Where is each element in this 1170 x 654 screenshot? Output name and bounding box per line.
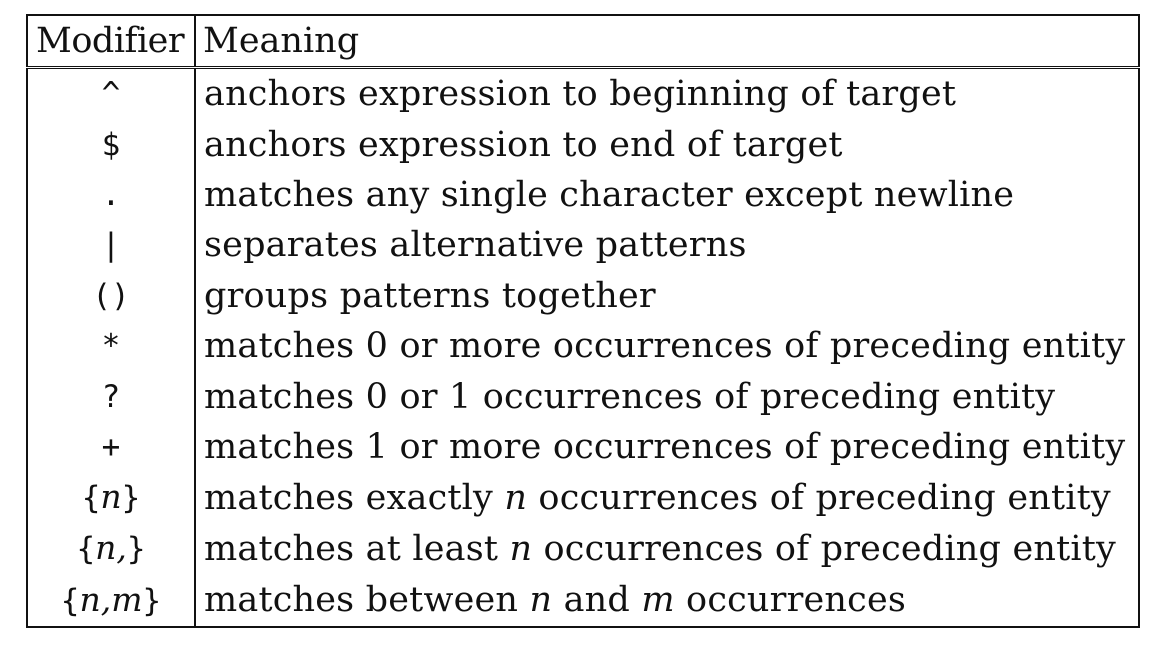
mod-text: | bbox=[101, 227, 121, 264]
meaning-cell bbox=[195, 321, 1139, 371]
meaning-text: anchors expression to end of target bbox=[204, 124, 843, 165]
meaning-text: matches 0 or more occurrences of preceding entity bbox=[204, 326, 1126, 367]
modifier-cell bbox=[27, 371, 195, 421]
table-row bbox=[27, 271, 1139, 321]
mod-text: } bbox=[121, 480, 141, 517]
mod-text: ? bbox=[101, 378, 121, 415]
meaning-cell bbox=[195, 574, 1139, 627]
table-row bbox=[27, 523, 1139, 574]
modifier-cell bbox=[27, 271, 195, 321]
table-row bbox=[27, 220, 1139, 270]
table-row bbox=[27, 321, 1139, 371]
mod-text: { bbox=[81, 480, 101, 517]
meaning-text: occurrences bbox=[674, 580, 907, 621]
meaning-cell bbox=[195, 271, 1139, 321]
table-row bbox=[27, 68, 1139, 120]
modifier-cell bbox=[27, 422, 195, 472]
meaning-text: separates alternative patterns bbox=[204, 225, 747, 266]
meaning-text: matches at least bbox=[204, 528, 510, 569]
meaning-text: matches exactly bbox=[204, 477, 505, 518]
mod-text: $ bbox=[101, 126, 121, 163]
meaning-text: matches any single character except newline bbox=[204, 174, 1015, 215]
modifier-cell bbox=[27, 321, 195, 371]
meaning-text: n bbox=[529, 580, 553, 621]
mod-text: n, bbox=[95, 528, 127, 568]
meaning-cell bbox=[195, 119, 1139, 169]
meaning-text: matches 0 or 1 occurrences of preceding entity bbox=[204, 376, 1056, 417]
table-row bbox=[27, 170, 1139, 220]
mod-text: + bbox=[101, 428, 121, 465]
table-row bbox=[27, 422, 1139, 472]
header-modifier: Modifier bbox=[27, 15, 195, 68]
mod-text: * bbox=[101, 328, 121, 365]
modifier-cell bbox=[27, 170, 195, 220]
meaning-text: n bbox=[509, 528, 533, 569]
table-header bbox=[27, 15, 1139, 68]
meaning-text: n bbox=[504, 477, 528, 518]
table-row bbox=[27, 371, 1139, 421]
modifier-cell bbox=[27, 472, 195, 523]
table-row bbox=[27, 472, 1139, 523]
regex-modifier-table bbox=[26, 14, 1140, 628]
modifier-cell bbox=[27, 523, 195, 574]
header-meaning: Meaning bbox=[195, 15, 1139, 68]
meaning-text: groups patterns together bbox=[204, 275, 656, 316]
meaning-cell bbox=[195, 170, 1139, 220]
mod-text: n,m bbox=[79, 579, 143, 619]
meaning-text: matches between bbox=[204, 580, 530, 621]
meaning-cell bbox=[195, 422, 1139, 472]
mod-text: } bbox=[142, 582, 162, 619]
modifier-cell bbox=[27, 220, 195, 270]
meaning-text: anchors expression to beginning of target bbox=[204, 74, 957, 115]
mod-text: { bbox=[76, 531, 96, 568]
mod-text: n bbox=[100, 477, 122, 517]
meaning-text: m bbox=[641, 580, 675, 621]
meaning-text: matches 1 or more occurrences of preceding entity bbox=[204, 426, 1126, 467]
mod-text: . bbox=[101, 176, 121, 213]
table-body bbox=[27, 68, 1139, 628]
meaning-text: occurrences of preceding entity bbox=[532, 528, 1117, 569]
modifier-cell bbox=[27, 574, 195, 627]
mod-text: ^ bbox=[101, 76, 121, 113]
modifier-cell bbox=[27, 119, 195, 169]
meaning-text: and bbox=[552, 580, 642, 621]
meaning-cell bbox=[195, 472, 1139, 523]
modifier-cell bbox=[27, 68, 195, 120]
mod-text: { bbox=[60, 582, 80, 619]
meaning-cell bbox=[195, 371, 1139, 421]
mod-text: } bbox=[126, 531, 146, 568]
table-row bbox=[27, 119, 1139, 169]
meaning-cell bbox=[195, 523, 1139, 574]
header-row bbox=[27, 15, 1139, 68]
meaning-text: occurrences of preceding entity bbox=[527, 477, 1111, 518]
mod-text: () bbox=[92, 277, 130, 314]
meaning-cell bbox=[195, 68, 1139, 120]
meaning-cell bbox=[195, 220, 1139, 270]
table-row bbox=[27, 574, 1139, 627]
